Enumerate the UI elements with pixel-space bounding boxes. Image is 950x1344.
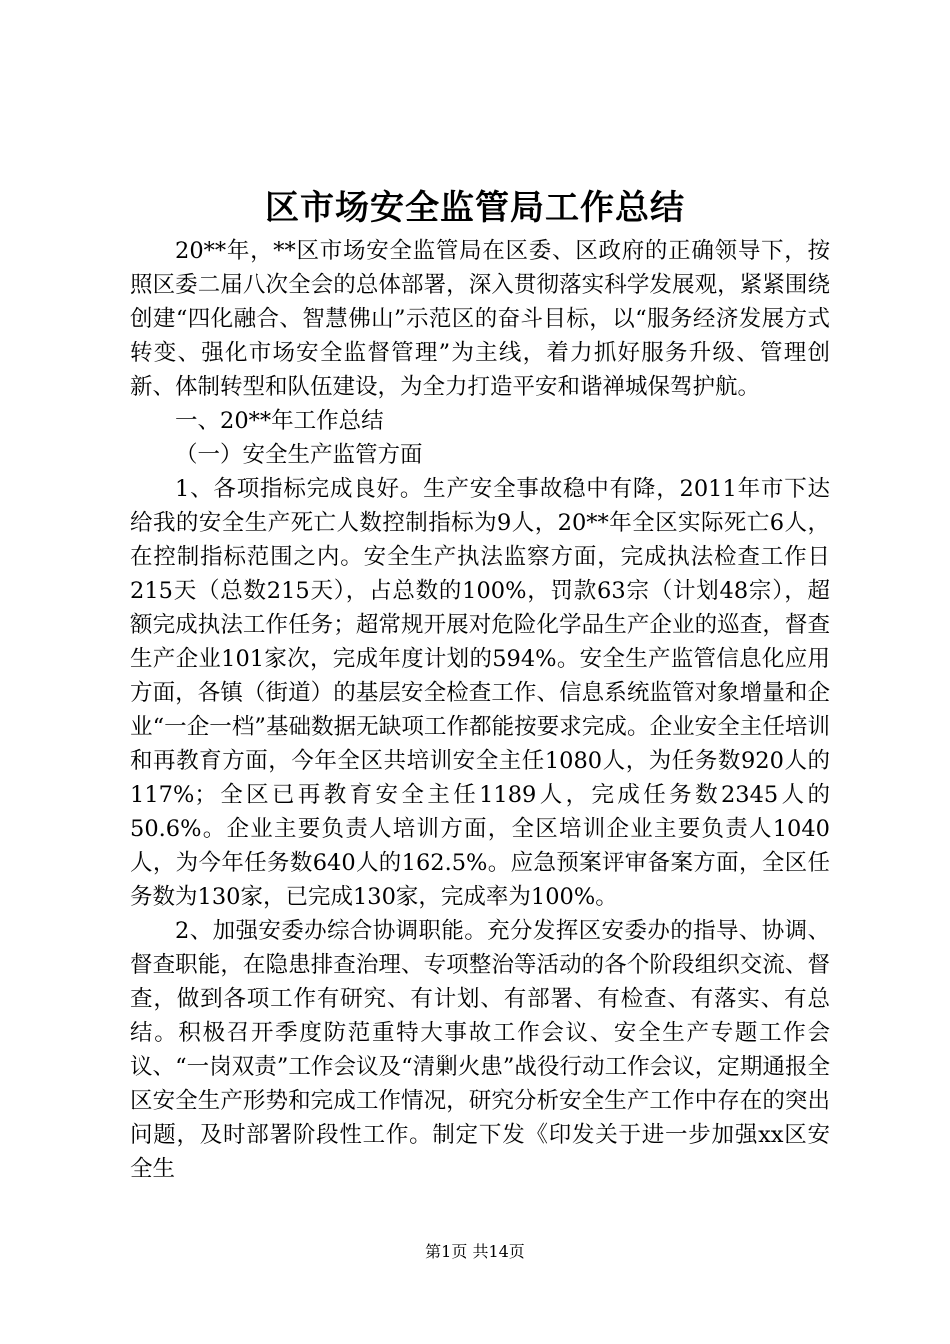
document-body (130, 234, 830, 1186)
page-number-footer: 第1页 共14页 (425, 1242, 525, 1261)
intro-paragraph: 20**年，**区市场安全监管局在区委、区政府的正确领导下，按照区委二届八次全会的总体部署，深入贯彻落实科学发展观，紧紧围绕创建“四化融合、智慧佛山”示范区的奋斗目标，以“服务经济发展方式转变、强化市场安全监督管理”为主线，着力抓好服务升级、管理创新、体制转型和队伍建设，为全力打造平安和谐禅城保驾护航。 (130, 238, 830, 400)
subsection-heading: （一）安全生产监管方面 (175, 442, 423, 468)
body-paragraph: 1、各项指标完成良好。生产安全事故稳中有降，2011年市下达给我的安全生产死亡人数控制指标为9人，20**年全区实际死亡6人，在控制指标范围之内。安全生产执法监察方面，完成执法检查工作日215天（总数215天），占总数的100%，罚款63宗（计划48宗），超额完成执法工作任务；超常规开展对危险化学品生产企业的巡查，督查生产企业101家次，完成年度计划的594%。安全生产监管信息化应用方面，各镇（街道）的基层安全检查工作、信息系统监管对象增量和企业“一企一档”基础数据无缺项工作都能按要求完成。企业安全主任培训和再教育方面，今年全区共培训安全主任1080人，为任务数920人的117%；全区已再教育安全主任1189人，完成任务数2345人的50.6%。企业主要负责人培训方面，全区培训企业主要负责人1040人，为今年任务数640人的162.5%。应急预案评审备案方面，全区任务数为130家，已完成130家，完成率为100%。 (130, 476, 830, 910)
section-heading: 一、20**年工作总结 (175, 408, 384, 434)
document-title: 区市场安全监管局工作总结 (265, 188, 685, 228)
body-paragraph: 2、加强安委办综合协调职能。充分发挥区安委办的指导、协调、督查职能，在隐患排查治理、专项整治等活动的各个阶段组织交流、督查，做到各项工作有研究、有计划、有部署、有检查、有落实、有总结。积极召开季度防范重特大事故工作会议、安全生产专题工作会议、“一岗双责”工作会议及“清剿火患”战役行动工作会议，定期通报全区安全生产形势和完成工作情况，研究分析安全生产工作中存在的突出问题，及时部署阶段性工作。制定下发《印发关于进一步加强xx区安全生 (130, 918, 830, 1182)
